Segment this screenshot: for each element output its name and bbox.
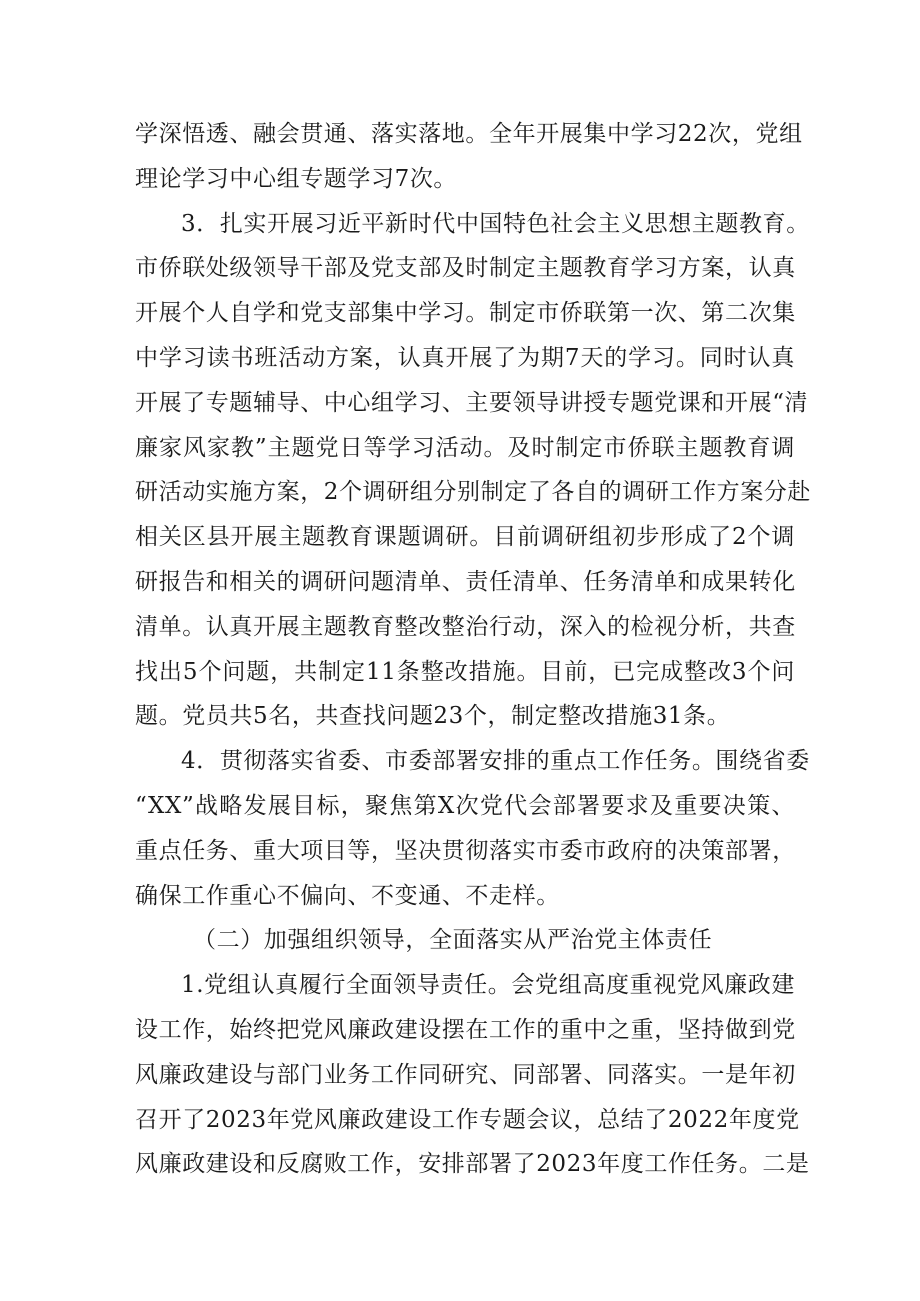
- paragraph-line: 风廉政建设与部门业务工作同研究、同部署、同落实。一是年初: [135, 1061, 796, 1088]
- paragraph-line: 召开了2023年党风廉政建设工作专题会议，总结了2022年度党: [135, 1106, 800, 1133]
- paragraph-line: 4．贯彻落实省委、市委部署安排的重点工作任务。围绕省委: [181, 748, 810, 775]
- paragraph-line: 重点任务、重大项目等，坚决贯彻落实市委市政府的决策部署，: [135, 837, 796, 864]
- paragraph-line: 中学习读书班活动方案，认真开展了为期7天的学习。同时认真: [135, 344, 795, 371]
- paragraph-line: 清单。认真开展主题教育整改整治行动，深入的检视分析，共查: [135, 613, 796, 640]
- document-body: [135, 112, 812, 1187]
- paragraph-line: 题。党员共5名，共查找问题23个，制定整改措施31条。: [135, 703, 731, 730]
- paragraph-line: 研报告和相关的调研问题清单、责任清单、任务清单和成果转化: [135, 568, 796, 595]
- paragraph-line: 风廉政建设和反腐败工作，安排部署了2023年度工作任务。二是: [135, 1151, 810, 1178]
- paragraph-line: 确保工作重心不偏向、不变通、不走样。: [135, 882, 560, 909]
- paragraph-line: 研活动实施方案，2个调研组分别制定了各自的调研工作方案分赴: [135, 479, 812, 506]
- paragraph-line: “XX”战略发展目标，聚焦第X次党代会部署要求及重要决策、: [135, 792, 795, 819]
- section-heading: （二）加强组织领导，全面落实从严治党主体责任: [193, 927, 713, 954]
- paragraph-line: 设工作，始终把党风廉政建设摆在工作的重中之重，坚持做到党: [135, 1016, 796, 1043]
- paragraph-line: 市侨联处级领导干部及党支部及时制定主题教育学习方案，认真: [135, 255, 796, 282]
- paragraph-line: 相关区县开展主题教育课题调研。目前调研组初步形成了2个调: [135, 524, 795, 551]
- paragraph-line: 学深悟透、融会贯通、落实落地。全年开展集中学习22次，党组: [135, 121, 803, 147]
- paragraph-line: 开展了专题辅导、中心组学习、主要领导讲授专题党课和开展“清: [135, 389, 809, 416]
- paragraph-line: 廉家风家教”主题党日等学习活动。及时制定市侨联主题教育调: [135, 434, 795, 461]
- paragraph-line: 1.党组认真履行全面领导责任。会党组高度重视党风廉政建: [181, 972, 795, 999]
- paragraph-line: 3．扎实开展习近平新时代中国特色社会主义思想主题教育。: [181, 210, 810, 237]
- paragraph-line: 理论学习中心组专题学习7次。: [135, 165, 458, 192]
- paragraph-line: 找出5个问题，共制定11条整改措施。目前，已完成整改3个问: [135, 658, 795, 685]
- paragraph-line: 开展个人自学和党支部集中学习。制定市侨联第一次、第二次集: [135, 300, 796, 327]
